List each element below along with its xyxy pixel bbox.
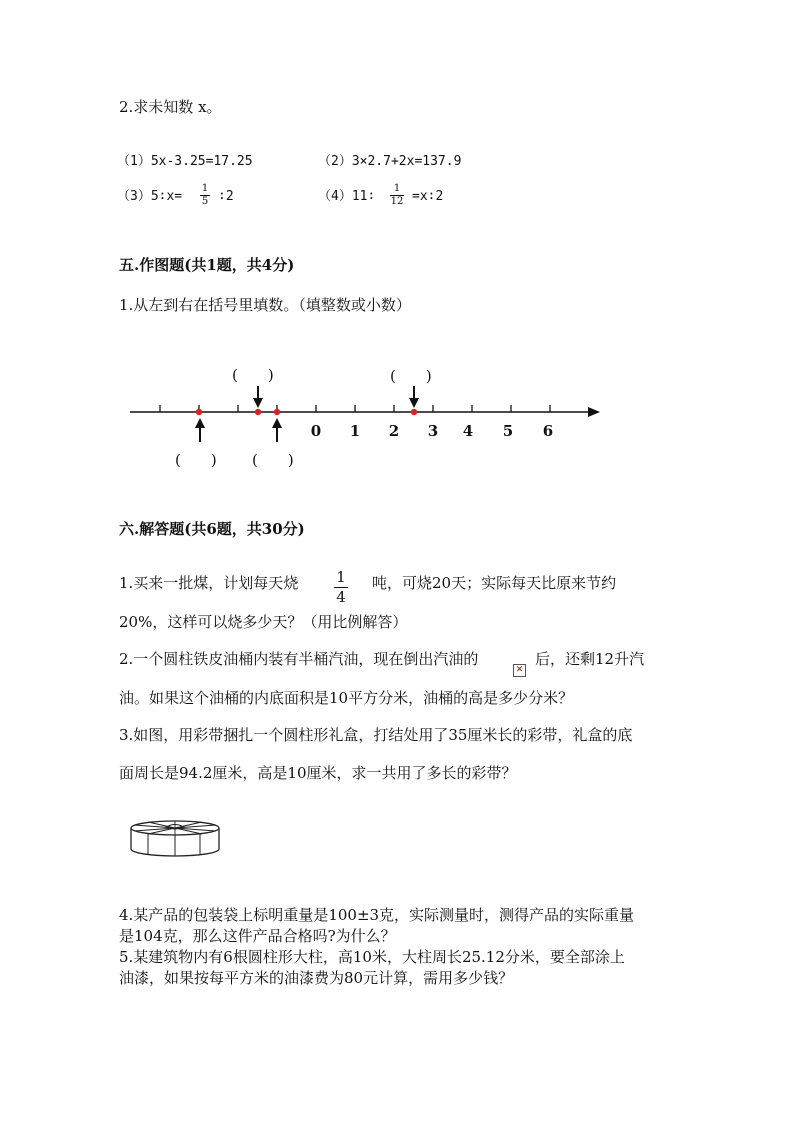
point-marker bbox=[411, 409, 417, 415]
equation-4-fraction bbox=[390, 184, 404, 207]
q6-5-part-b: 油漆，如果按每平方米的油漆费为80元计算，需用多少钱？ bbox=[119, 969, 514, 987]
fraction-numerator: 1 bbox=[201, 183, 209, 194]
section-6-title: 六.解答题(共6题，共30分) bbox=[119, 520, 305, 538]
up-arrowhead bbox=[272, 418, 282, 428]
answer-blank-bottom-2[interactable]: ( ) bbox=[252, 451, 294, 469]
q6-1-part-a: 1.买来一批煤，计划每天烧 bbox=[119, 574, 299, 592]
q6-2-part-a: 2.一个圆柱铁皮油桶内装有半桶汽油，现在倒出汽油的 bbox=[119, 650, 479, 668]
tick-label-3: 3 bbox=[427, 422, 439, 440]
tick-label-6: 6 bbox=[542, 422, 554, 440]
down-arrowhead bbox=[253, 398, 263, 408]
q6-5-part-a: 5.某建筑物内有6根圆柱形大柱，高10米，大柱周长25.12分米，要全部涂上 bbox=[119, 948, 625, 966]
q2-heading: 2.求未知数 x。 bbox=[119, 98, 222, 116]
answer-blank-top-2[interactable]: ( ) bbox=[390, 367, 432, 385]
tick-label-1: 1 bbox=[349, 422, 361, 440]
point-marker bbox=[274, 409, 280, 415]
number-line bbox=[0, 350, 794, 490]
equation-3-suffix: ∶2 bbox=[218, 189, 234, 204]
answer-blank-bottom-1[interactable]: ( ) bbox=[175, 451, 217, 469]
equation-3-prefix: （3）5∶x= bbox=[117, 189, 183, 204]
cylinder-gift-box-illustration bbox=[128, 818, 222, 860]
tick-label-4: 4 bbox=[462, 422, 474, 440]
fraction-numerator: 1 bbox=[393, 183, 401, 194]
number-line-arrowhead bbox=[588, 407, 600, 417]
fraction-numerator: 1 bbox=[336, 568, 346, 586]
equation-4-prefix: （4）11∶ bbox=[318, 189, 376, 204]
q6-3-part-a: 3.如图，用彩带捆扎一个圆柱形礼盒，打结处用了35厘米长的彩带，礼盒的底 bbox=[119, 726, 633, 744]
q6-1-part-c: 20%，这样可以烧多少天？（用比例解答） bbox=[119, 613, 408, 631]
q6-4-part-b: 是104克，那么这件产品合格吗?为什么？ bbox=[119, 927, 396, 945]
broken-image-icon: ✕ bbox=[513, 664, 526, 677]
q6-4-part-a: 4.某产品的包装袋上标明重量是100±3克，实际测量时，测得产品的实际重量 bbox=[119, 906, 635, 924]
tick-label-2: 2 bbox=[388, 422, 400, 440]
q6-2-part-c: 油。如果这个油桶的内底面积是10平方分米，油桶的高是多少分米？ bbox=[119, 689, 574, 707]
up-arrowhead bbox=[195, 418, 205, 428]
point-marker bbox=[196, 409, 202, 415]
point-marker bbox=[255, 409, 261, 415]
fraction-denominator: 4 bbox=[336, 588, 346, 606]
equation-4-suffix: =x∶2 bbox=[412, 189, 444, 204]
tick-label-5: 5 bbox=[502, 422, 514, 440]
q6-2-part-b: 后，还剩12升汽 bbox=[535, 650, 645, 668]
equation-2: （2）3×2.7+2x=137.9 bbox=[318, 154, 462, 169]
ticks bbox=[160, 405, 550, 412]
fraction-denominator: 12 bbox=[390, 196, 404, 207]
q6-1-part-b: 吨，可烧20天；实际每天比原来节约 bbox=[372, 574, 617, 592]
fraction-denominator: 5 bbox=[201, 196, 209, 207]
q6-3-part-b: 面周长是94.2厘米，高是10厘米，求一共用了多长的彩带？ bbox=[119, 764, 517, 782]
tick-label-0: 0 bbox=[310, 422, 322, 440]
answer-blank-top-1[interactable]: ( ) bbox=[232, 366, 274, 384]
down-arrowhead bbox=[409, 398, 419, 408]
equation-3-fraction bbox=[200, 184, 210, 207]
section-5-question-1: 1.从左到右在括号里填数。（填整数或小数） bbox=[119, 296, 411, 314]
section-5-title: 五.作图题(共1题，共4分) bbox=[119, 256, 295, 274]
q6-1-fraction bbox=[334, 570, 348, 605]
equation-1: （1）5x-3.25=17.25 bbox=[117, 154, 253, 169]
